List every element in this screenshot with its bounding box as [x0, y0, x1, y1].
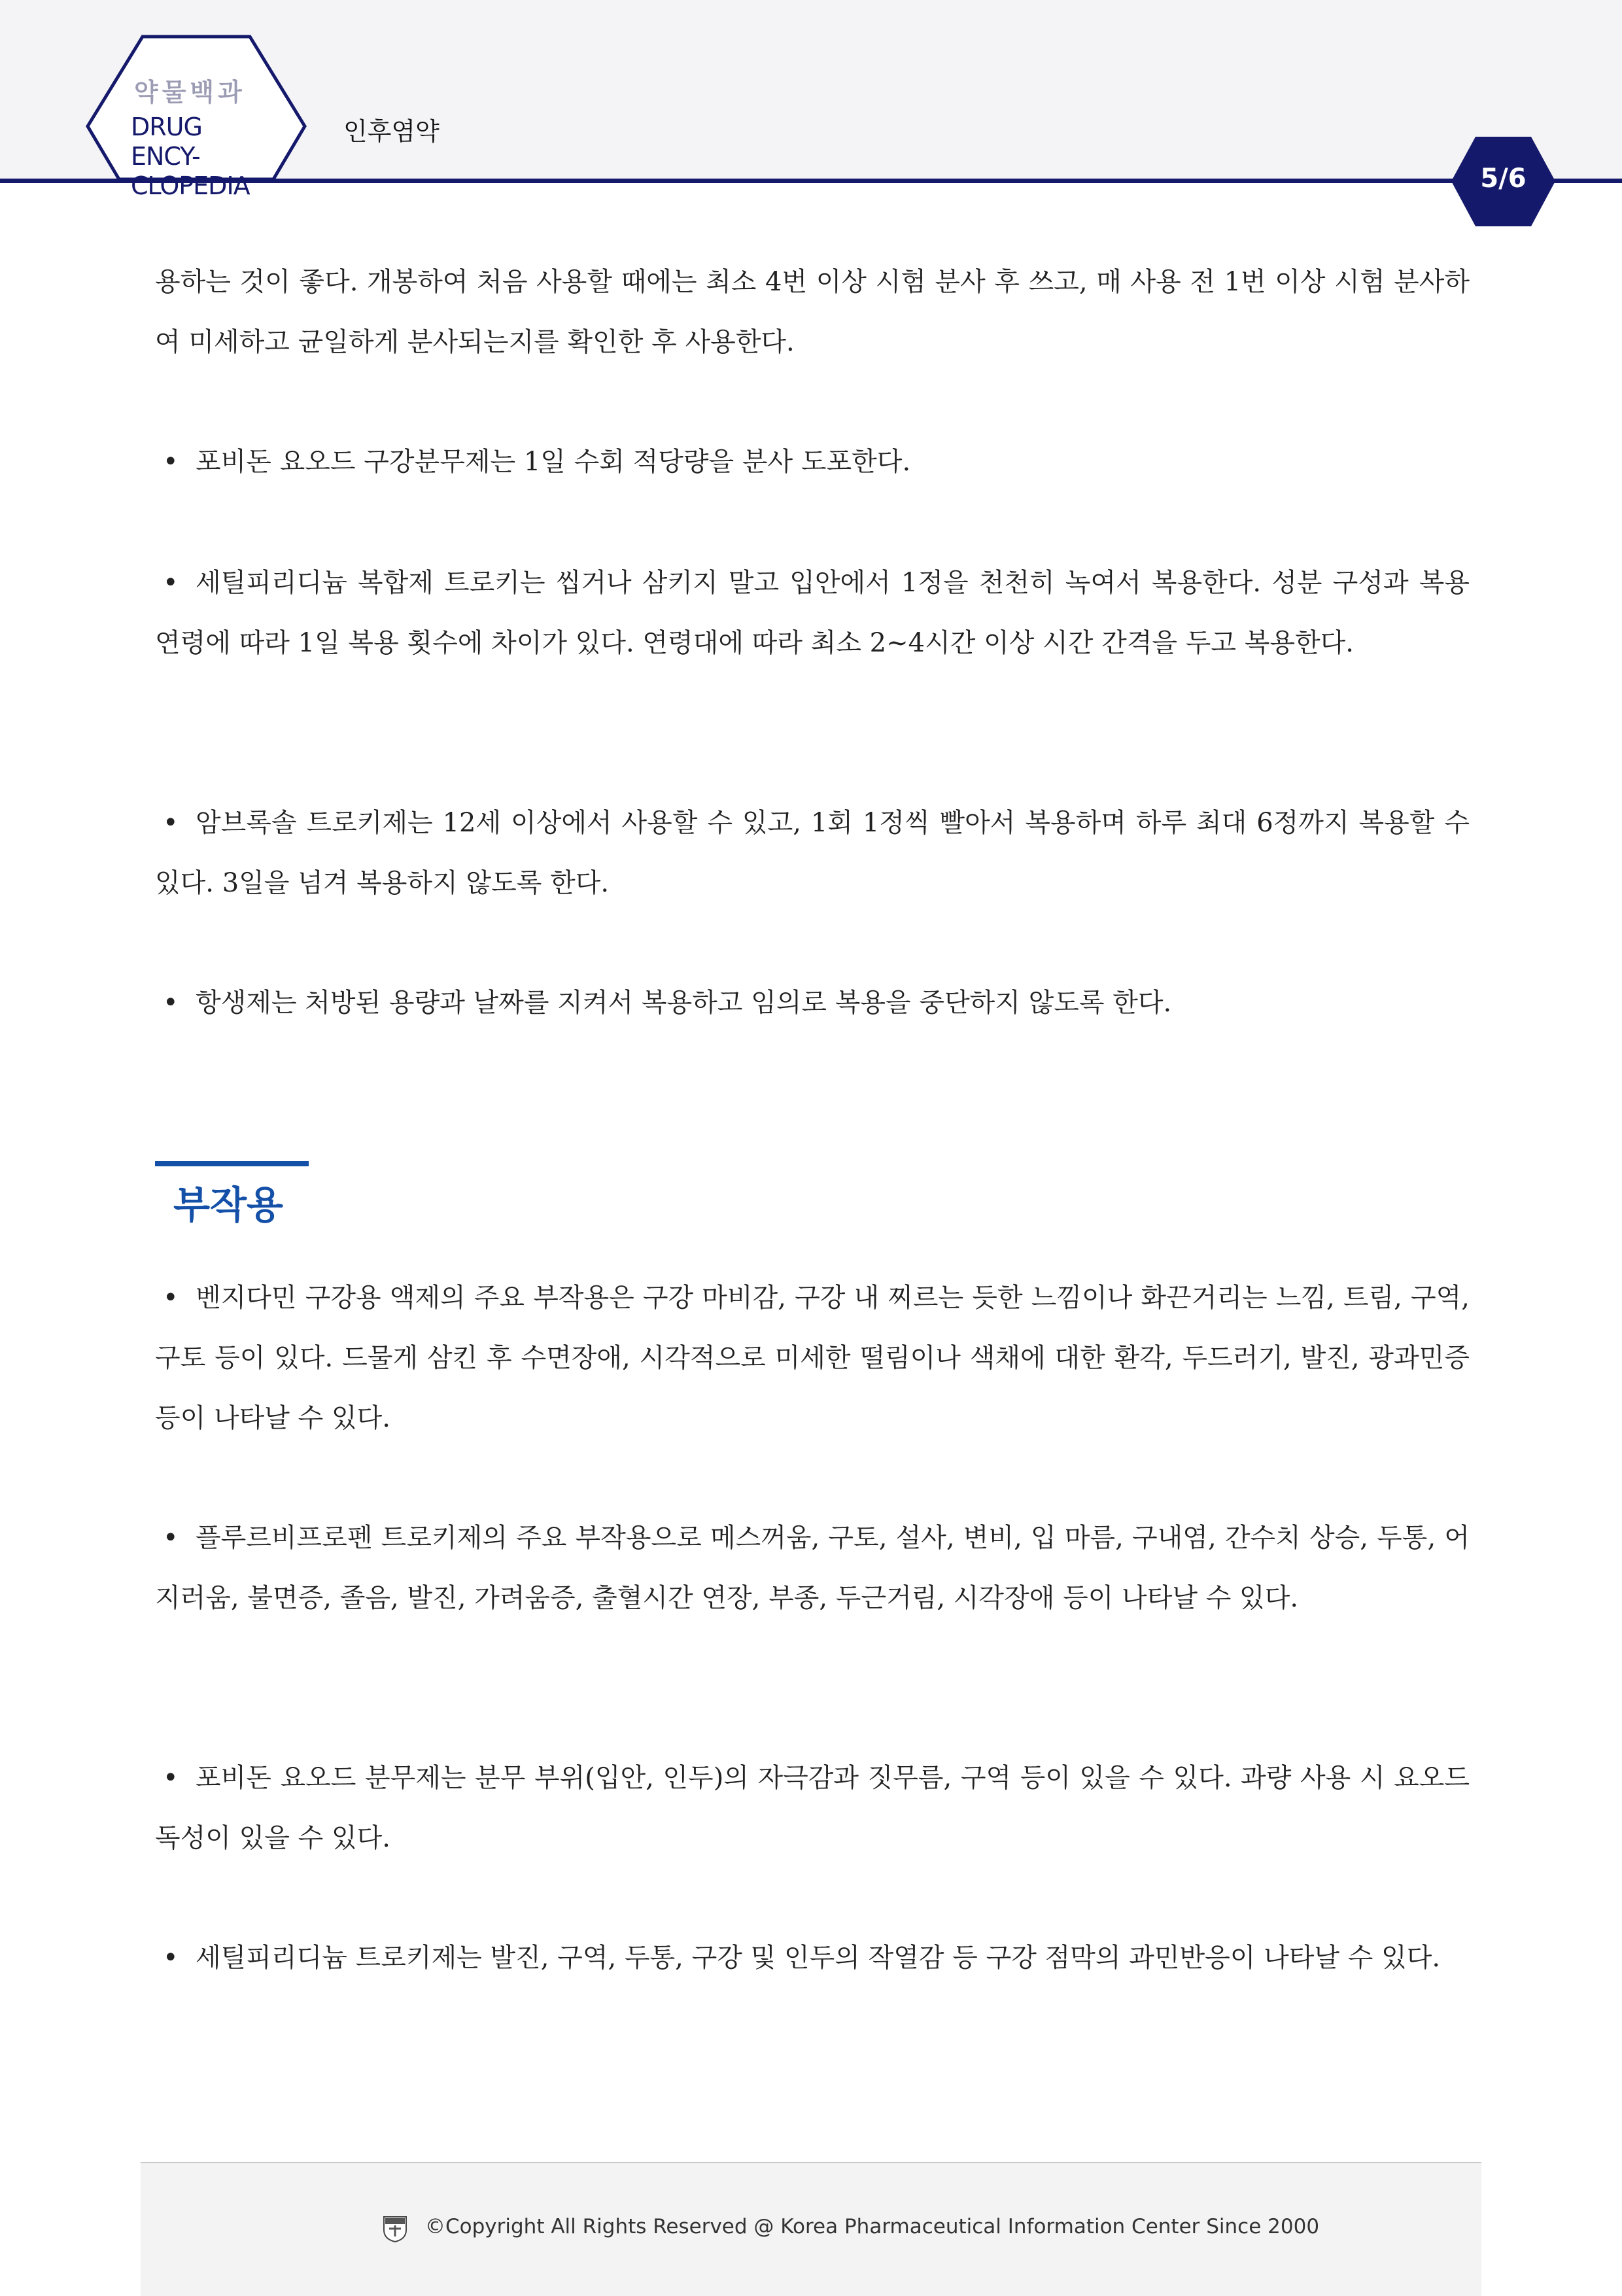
paragraph-text: 용하는 것이 좋다. 개봉하여 처음 사용할 때에는 최소 4번 이상 시험 분사 후 쓰고, 매 사용 전 1번 이상 시험 분사하여 미세하고 균일하게 분사되는지를 확인한 후 사용한다. — [155, 267, 1470, 357]
bullet: • — [163, 1763, 179, 1793]
list-item-text: 암브록솔 트로키제는 12세 이상에서 사용할 수 있고, 1회 1정씩 빨아서 복용하며 하루 최대 6정까지 복용할 수 있다. 3일을 넘겨 복용하지 않도록 한다. — [155, 808, 1470, 898]
bullet: • — [163, 1943, 179, 1973]
logo-english — [131, 113, 275, 201]
bullet: • — [163, 447, 179, 477]
page-number: 5/6 — [1480, 164, 1527, 194]
bullet: • — [163, 808, 179, 838]
list-item — [155, 973, 1470, 1033]
list-item-text: 플루르비프로펜 트로키제의 주요 부작용으로 메스꺼움, 구토, 설사, 변비, 입 마름, 구내염, 간수치 상승, 두통, 어지러움, 불면증, 졸음, 발진, 가려움증, 출혈시간 연장, 부종, 두근거림, 시각장애 등이 나타날 수 있다. — [155, 1523, 1470, 1613]
bullet: • — [163, 568, 179, 598]
logo-korean: 약물백과 — [134, 78, 246, 107]
list-item-text: 항생제는 처방된 용량과 날짜를 지켜서 복용하고 임의로 복용을 중단하지 않도록 한다. — [196, 988, 1172, 1018]
list-item — [155, 432, 1470, 492]
bullet: • — [163, 1283, 179, 1313]
bullet: • — [163, 988, 179, 1018]
paragraph — [155, 252, 1470, 372]
list-item — [155, 1268, 1470, 1448]
list-item — [155, 1748, 1470, 1868]
list-item-text: 포비돈 요오드 구강분무제는 1일 수회 적당량을 분사 도포한다. — [196, 447, 911, 477]
list-item — [155, 553, 1470, 673]
section-title: 부작용 — [173, 1183, 284, 1227]
footer-copyright: ©Copyright All Rights Reserved @ Korea Pharmaceutical Information Center Since 2000 — [425, 2215, 1320, 2238]
list-item — [155, 1928, 1470, 1988]
logo-english-line1: DRUG ENCY- — [131, 113, 202, 171]
list-item-text: 세틸피리디늄 복합제 트로키는 씹거나 삼키지 말고 입안에서 1정을 천천히 녹여서 복용한다. 성분 구성과 복용 연령에 따라 1일 복용 횟수에 차이가 있다. 연령대에 따라 최소 2~4시간 이상 시간 간격을 두고 복용한다. — [155, 568, 1470, 658]
bullet: • — [163, 1523, 179, 1553]
section-accent-bar — [155, 1161, 309, 1166]
list-item-text: 벤지다민 구강용 액제의 주요 부작용은 구강 마비감, 구강 내 찌르는 듯한 느낌이나 화끈거리는 느낌, 트림, 구역, 구토 등이 있다. 드물게 삼킨 후 수면장애, 시각적으로 미세한 떨림이나 색채에 대한 환각, 두드러기, 발진, 광과민증 등이 나타날 수 있다. — [155, 1283, 1470, 1433]
logo-english-line2: CLOPEDIA — [131, 171, 250, 200]
list-item-text: 포비돈 요오드 분무제는 분무 부위(입안, 인두)의 자극감과 짓무름, 구역 등이 있을 수 있다. 과량 사용 시 요오드 독성이 있을 수 있다. — [155, 1763, 1470, 1853]
kpic-shield-icon — [383, 2214, 407, 2243]
list-item-text: 세틸피리디늄 트로키제는 발진, 구역, 두통, 구강 및 인두의 작열감 등 구강 점막의 과민반응이 나타날 수 있다. — [196, 1943, 1441, 1973]
list-item — [155, 793, 1470, 913]
doc-title: 인후염약 — [343, 117, 440, 146]
list-item — [155, 1508, 1470, 1628]
